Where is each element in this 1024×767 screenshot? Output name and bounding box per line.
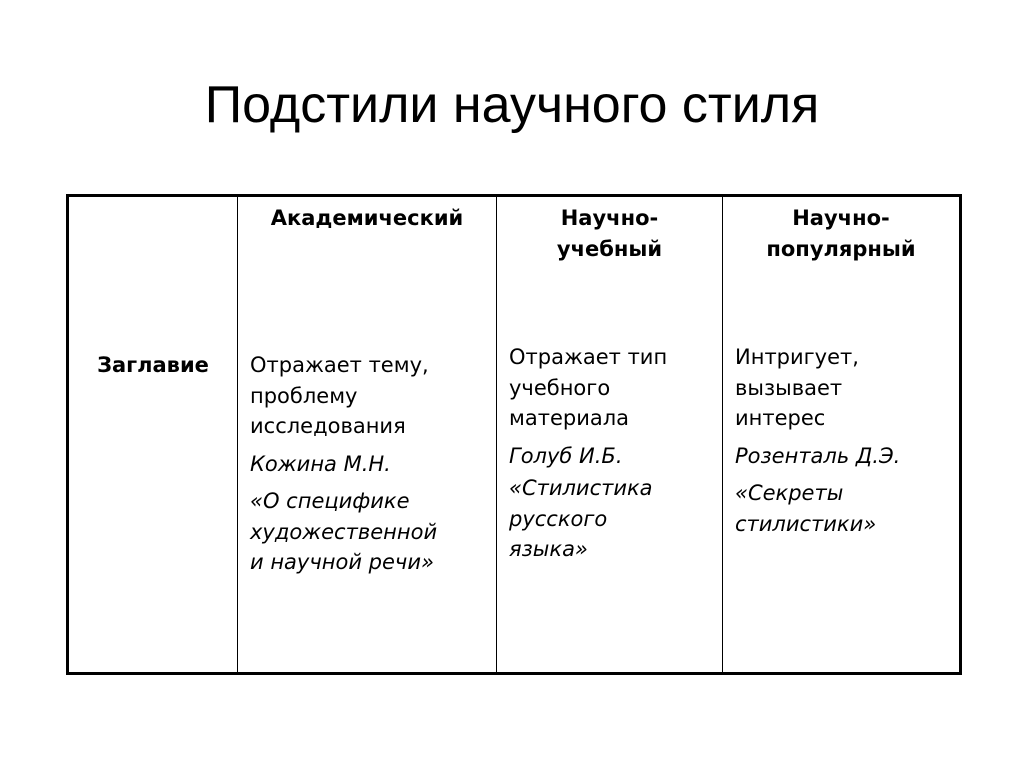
description-line: интерес [735,406,826,430]
header-line: учебный [556,236,663,261]
description-line: исследования [250,414,406,438]
work-line: «Стилистика [509,476,653,500]
work-line: языка» [509,537,588,561]
work-title [735,478,957,539]
work-title [509,473,721,565]
column-divider [722,197,723,672]
work-line: стилистики» [735,511,877,536]
column-divider [237,197,238,672]
column-header-academic [238,203,496,234]
cell-educational [509,342,721,565]
header-line: популярный [766,236,916,261]
description-line: проблему [250,383,358,408]
column-header-popular [723,203,959,264]
work-line: «О специфике [250,489,410,513]
author: Розенталь Д.Э. [735,443,901,468]
description-line: Отражает тип [509,345,668,369]
work-title [250,486,494,578]
header-line: Научно- [792,206,890,230]
work-line: и научной речи» [250,550,434,574]
cell-academic [250,350,494,578]
cell-popular [735,342,957,539]
slide-title: Подстили научного стиля [204,76,820,134]
work-line: «Секреты [735,481,844,505]
header-line: Академический [270,206,464,230]
author: Кожина М.Н. [250,451,391,476]
description-line: материала [509,406,630,430]
description-line: вызывает [735,375,843,400]
work-line: художественной [250,519,438,544]
work-line: русского [509,506,608,531]
author: Голуб И.Б. [509,443,623,468]
description-line: Интригует, [735,345,859,369]
column-header-educational [497,203,722,264]
description-line: учебного [509,375,611,400]
column-divider [496,197,497,672]
subtitles-table [66,194,962,675]
header-line: Научно- [560,206,659,230]
row-label: Заглавие [97,353,209,377]
description-line: Отражает тему, [250,353,429,377]
